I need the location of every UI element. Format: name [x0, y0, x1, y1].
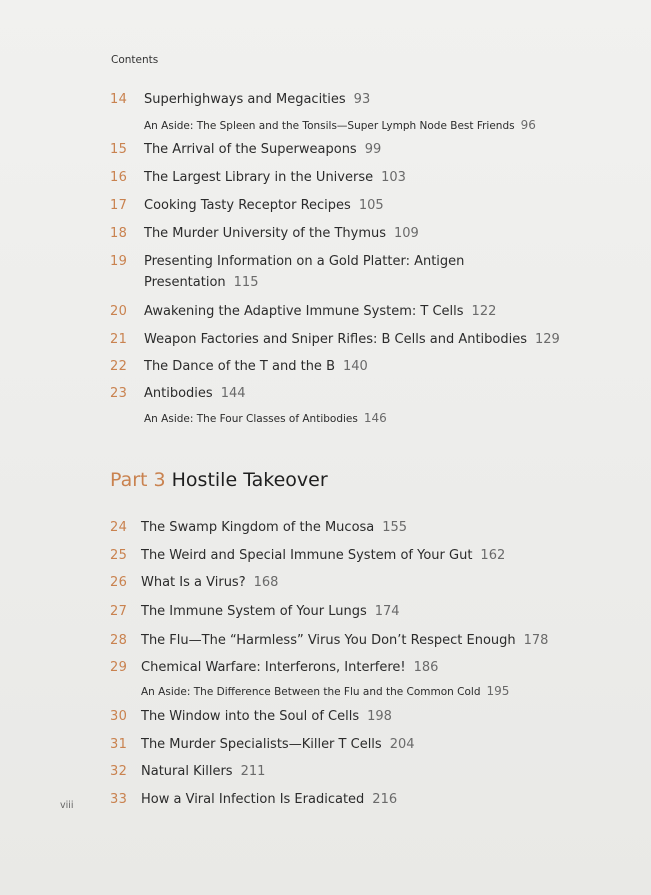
chapter-number: 16 — [110, 170, 128, 185]
chapter-title[interactable]: Awakening the Adaptive Immune System: T Cells 122 — [144, 304, 497, 319]
running-header: Contents — [111, 54, 159, 66]
page-folio: viii — [60, 800, 74, 811]
chapter-title[interactable]: The Dance of the T and the B 140 — [144, 359, 368, 374]
chapter-number: 21 — [110, 332, 128, 347]
chapter-number: 15 — [110, 142, 128, 157]
page-number: 129 — [535, 332, 560, 347]
part-heading — [110, 469, 328, 491]
part-label: Part 3 — [110, 469, 166, 491]
page-number: 198 — [367, 709, 392, 724]
chapter-title[interactable]: The Flu—The “Harmless” Virus You Don’t Respect Enough 178 — [141, 633, 549, 648]
page-number: 109 — [394, 226, 419, 241]
page-number: 105 — [358, 198, 384, 213]
page-number: 204 — [389, 737, 415, 752]
page-number: 178 — [523, 633, 549, 648]
chapter-title[interactable]: The Largest Library in the Universe 103 — [144, 170, 406, 185]
chapter-number: 26 — [110, 575, 128, 590]
chapter-title[interactable]: The Immune System of Your Lungs 174 — [141, 604, 400, 619]
chapter-title[interactable]: Natural Killers 211 — [141, 764, 266, 779]
chapter-title[interactable]: Cooking Tasty Receptor Recipes 105 — [144, 198, 384, 213]
page-number: 144 — [220, 386, 246, 401]
aside-title[interactable]: An Aside: The Spleen and the Tonsils—Super Lymph Node Best Friends 96 — [144, 118, 536, 132]
chapter-number: 17 — [110, 198, 128, 213]
chapter-number: 20 — [110, 304, 128, 319]
page-number: 155 — [382, 520, 408, 535]
page-number: 174 — [374, 604, 400, 619]
page-number: 146 — [363, 411, 387, 425]
page-number: 103 — [381, 170, 406, 185]
chapter-number: 32 — [110, 764, 128, 779]
chapter-title[interactable]: The Murder Specialists—Killer T Cells 204 — [141, 737, 415, 752]
page-number: 211 — [240, 764, 266, 779]
chapter-number: 23 — [110, 386, 128, 401]
chapter-number: 18 — [110, 226, 128, 241]
page-number: 115 — [233, 275, 259, 290]
chapter-title[interactable]: Chemical Warfare: Interferons, Interfere! 186 — [141, 660, 439, 675]
page-number: 162 — [480, 548, 506, 563]
chapter-title[interactable]: What Is a Virus? 168 — [141, 575, 279, 590]
chapter-number: 33 — [110, 792, 128, 807]
page-number: 96 — [520, 118, 536, 132]
chapter-title[interactable]: The Arrival of the Superweapons 99 — [144, 142, 382, 157]
page-number: 122 — [471, 304, 497, 319]
chapter-number: 28 — [110, 633, 128, 648]
chapter-title[interactable]: Superhighways and Megacities 93 — [144, 92, 371, 107]
page-number: 195 — [486, 684, 510, 698]
chapter-title[interactable]: The Weird and Special Immune System of Your Gut 162 — [141, 548, 506, 563]
chapter-title[interactable]: The Swamp Kingdom of the Mucosa 155 — [141, 520, 408, 535]
page-number: 216 — [372, 792, 398, 807]
aside-title[interactable]: An Aside: The Four Classes of Antibodies 146 — [144, 411, 387, 425]
page-number: 99 — [364, 142, 382, 157]
chapter-number: 19 — [110, 254, 128, 269]
chapter-title[interactable]: Weapon Factories and Sniper Rifles: B Cells and Antibodies 129 — [144, 332, 560, 347]
page-number: 93 — [353, 92, 371, 107]
chapter-title[interactable]: The Murder University of the Thymus 109 — [144, 226, 419, 241]
page-number: 186 — [413, 660, 439, 675]
aside-title[interactable]: An Aside: The Difference Between the Flu and the Common Cold 195 — [141, 684, 510, 698]
chapter-title[interactable]: Antibodies 144 — [144, 386, 246, 401]
chapter-title[interactable]: Presenting Information on a Gold Platter: Antigen — [144, 254, 465, 269]
page-number: 168 — [253, 575, 279, 590]
chapter-title[interactable]: How a Viral Infection Is Eradicated 216 — [141, 792, 398, 807]
chapter-title[interactable]: The Window into the Soul of Cells 198 — [141, 709, 392, 724]
chapter-number: 25 — [110, 548, 128, 563]
chapter-number: 27 — [110, 604, 128, 619]
page-number: 140 — [342, 359, 368, 374]
chapter-title-continued[interactable]: Presentation 115 — [144, 275, 259, 290]
part-title: Hostile Takeover — [171, 469, 328, 491]
chapter-number: 29 — [110, 660, 128, 675]
chapter-number: 14 — [110, 92, 128, 107]
chapter-number: 30 — [110, 709, 128, 724]
chapter-number: 24 — [110, 520, 128, 535]
chapter-number: 31 — [110, 737, 128, 752]
chapter-number: 22 — [110, 359, 128, 374]
